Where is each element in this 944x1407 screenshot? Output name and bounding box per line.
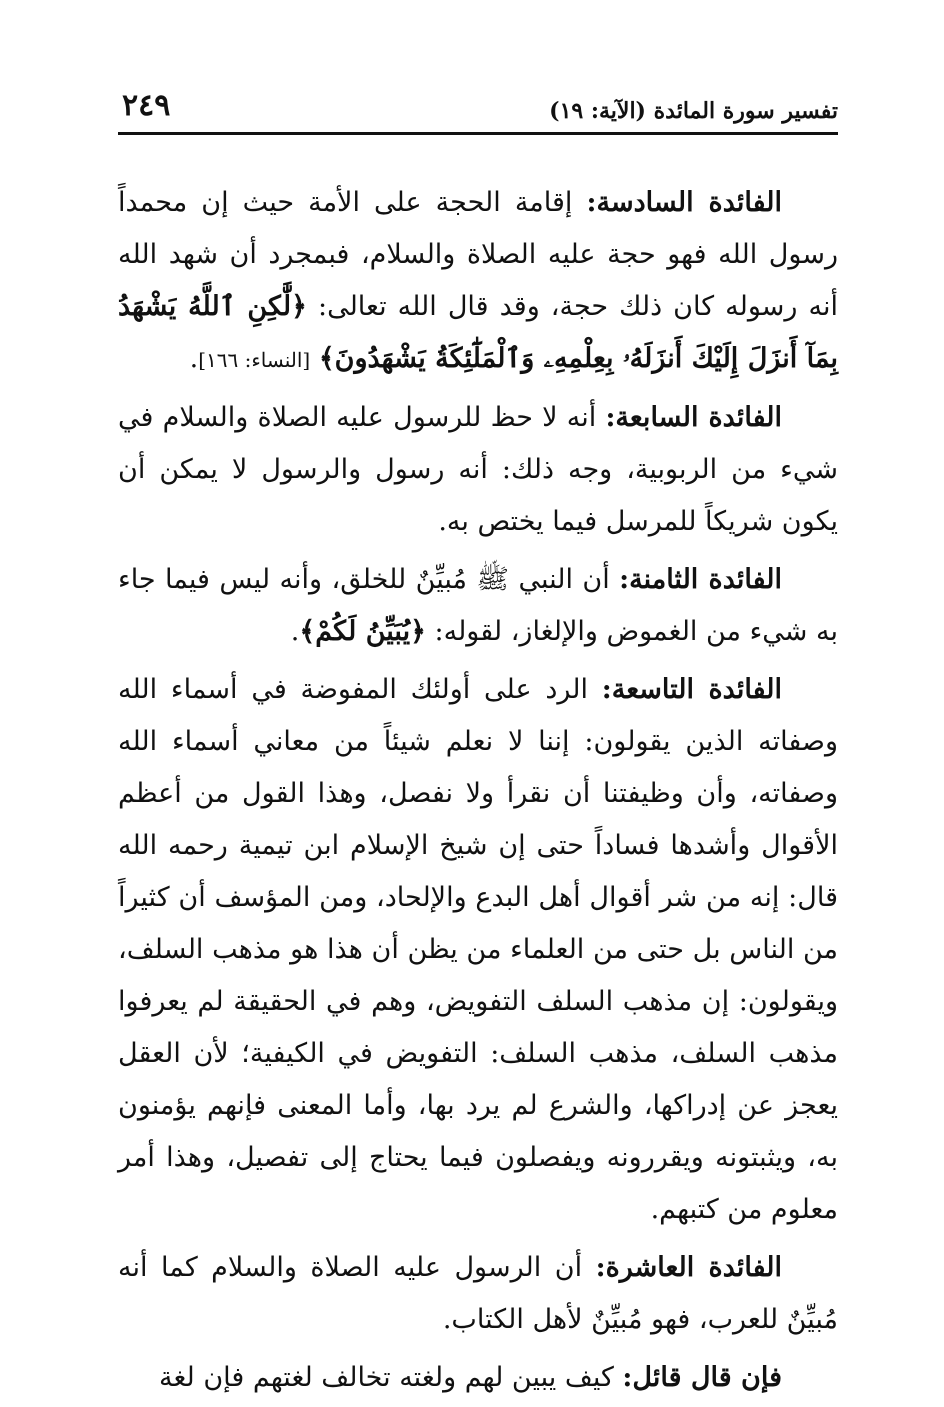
paragraph-text: أنه لا حظ للرسول عليه الصلاة والسلام في شيء من الربوبية، وجه ذلك: أنه رسول والرسول لا يمكن أن يكون شريكاً للمرسل فيما يختص به.: [118, 402, 838, 537]
paragraph-label: الفائدة السابعة:: [605, 402, 782, 433]
paragraph-label: الفائدة التاسعة:: [601, 674, 782, 705]
running-header: [118, 88, 838, 135]
verse-reference: [النساء: ١٦٦]: [198, 348, 311, 372]
paragraph-sixth-benefit: [118, 177, 838, 386]
paragraph-text-end: .: [290, 616, 300, 647]
paragraph-label: فإن قال قائل:: [622, 1362, 782, 1393]
paragraph-text-continued: مُبيِّنٌ للخلق، وأنه ليس فيما جاء به شيء من الغموض والإلغاز، لقوله:: [118, 564, 838, 647]
paragraph-label: الفائدة الثامنة:: [619, 564, 782, 595]
paragraph-text: أن الرسول عليه الصلاة والسلام كما أنه مُبيِّنٌ للعرب، فهو مُبيِّنٌ لأهل الكتاب.: [118, 1252, 838, 1335]
paragraph-text: إقامة الحجة على الأمة حيث إن محمداً رسول الله فهو حجة عليه الصلاة والسلام، فبمجرد أن شهد الله أنه رسوله كان ذلك حجة، وقد قال الله تعالى:: [118, 187, 838, 322]
paragraph-label: الفائدة السادسة:: [586, 187, 782, 218]
paragraph-eighth-benefit: [118, 554, 838, 658]
salawat-ligature: ﷺ: [476, 564, 510, 595]
paragraph-objection: [118, 1352, 838, 1404]
paragraph-text: الرد على أولئك المفوضة في أسماء الله وصفاته الذين يقولون: إننا لا نعلم شيئاً من معاني أسماء الله وصفاته، وأن وظيفتنا أن نقرأ ولا نفصل، وهذا القول من أعظم الأقوال وأشدها فساداً حتى إن شيخ الإسلام ابن تيمية رحمه الله قال: إنه من شر أقوال أهل البدع والإلحاد، ومن المؤسف أن كثيراً من الناس بل حتى من العلماء من يظن أن هذا هو مذهب السلف، ويقولون: إن مذهب السلف التفويض، وهم في الحقيقة لم يعرفوا مذهب السلف، مذهب السلف: التفويض في الكيفية؛ لأن العقل يعجز عن إدراكها، والشرع لم يرد بها، وأما المعنى فإنهم يؤمنون به، ويثبتونه ويقررونه ويفصلون فيما يحتاج إلى تفصيل، وهذا أمر معلوم من كتبهم.: [118, 674, 838, 1225]
paragraph-tenth-benefit: [118, 1242, 838, 1346]
paragraph-text: أن النبي: [518, 564, 610, 595]
page-body: [118, 177, 838, 1404]
paragraph-seventh-benefit: [118, 392, 838, 548]
quran-verse: ﴿لَّٰكِنِ ٱللَّهُ يَشْهَدُ بِمَآ أَنزَلَ إِلَيْكَ أَنزَلَهُۥ بِعِلْمِهِۦ وَٱلْمَلَٰٓئِكَةُ يَشْهَدُونَ﴾: [118, 291, 838, 374]
paragraph-text-end: .: [189, 343, 199, 374]
book-page: [118, 88, 838, 1393]
paragraph-ninth-benefit: [118, 664, 838, 1236]
header-title: تفسير سورة المائدة (الآية: ١٩): [549, 98, 838, 124]
paragraph-text: كيف يبين لهم ولغته تخالف لغتهم فإن لغة: [159, 1362, 614, 1393]
page-number: ٢٤٩: [122, 88, 171, 123]
quran-verse: ﴿يُبَيِّنُ لَكُمْ﴾: [299, 616, 426, 647]
paragraph-label: الفائدة العاشرة:: [595, 1252, 782, 1283]
